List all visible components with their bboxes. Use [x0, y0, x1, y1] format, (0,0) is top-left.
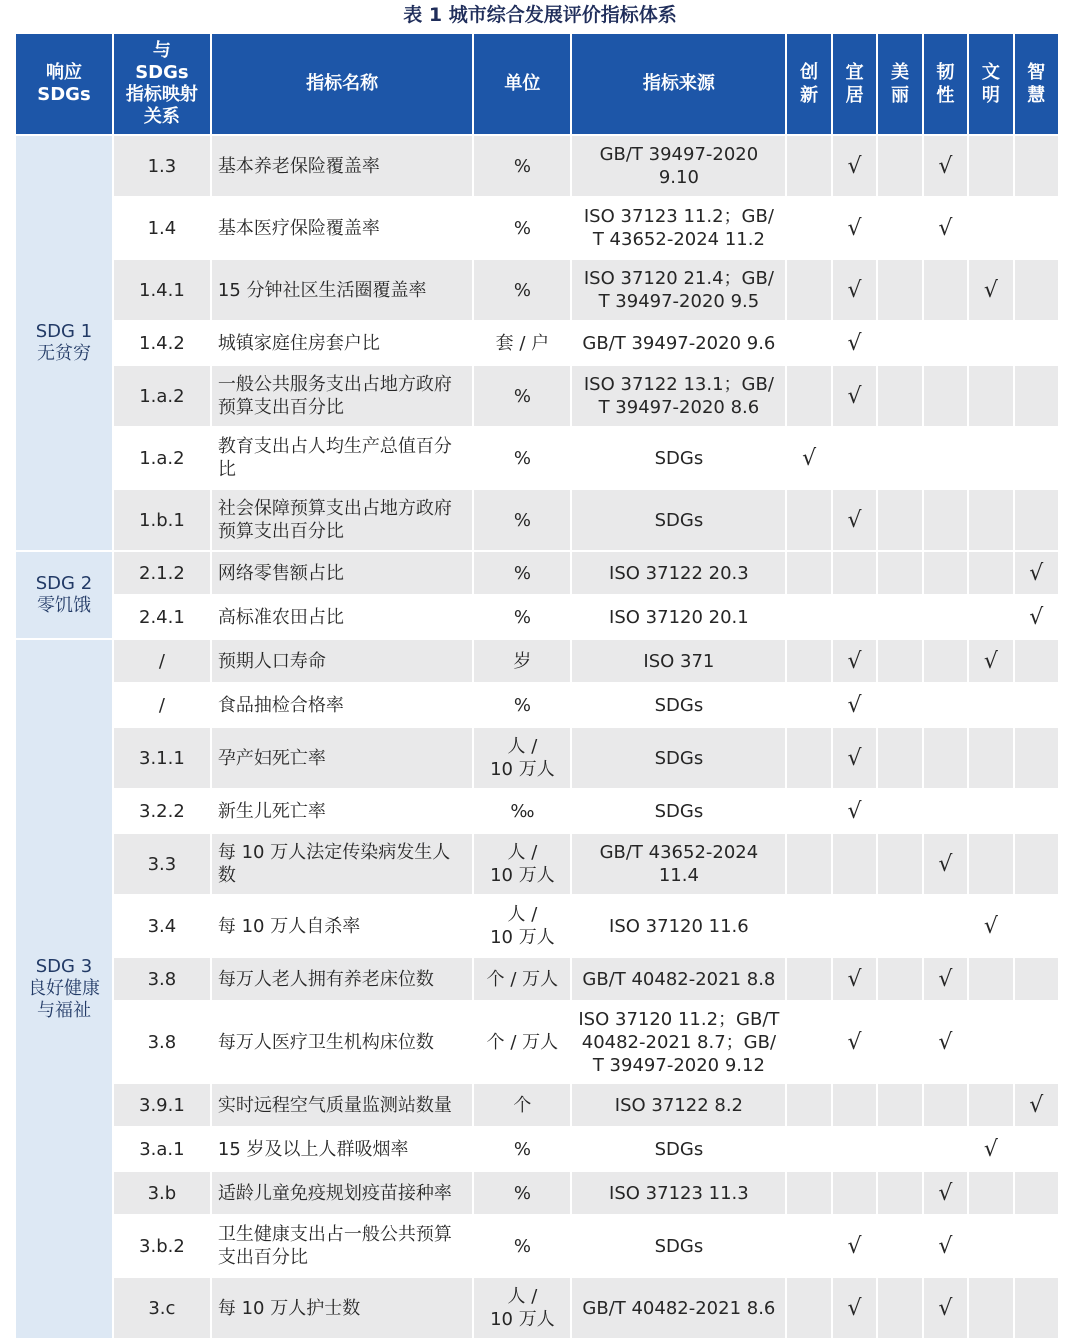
indicator-code: 2.4.1 [114, 596, 210, 638]
indicator-source: SDGs [572, 1216, 785, 1276]
check-cell-civilized [969, 552, 1012, 594]
check-mark-icon: √ [847, 798, 862, 824]
indicator-code: 2.1.2 [114, 552, 210, 594]
check-cell-livable [833, 640, 876, 682]
check-cell-resilient [924, 1128, 967, 1170]
check-cell-resilient [924, 896, 967, 956]
check-cell-smart [1015, 684, 1058, 726]
indicator-unit: 人 / 10 万人 [474, 728, 570, 788]
indicator-name: 15 分钟社区生活圈覆盖率 [212, 260, 473, 320]
check-cell-beautiful [878, 728, 921, 788]
check-cell-civilized [969, 1002, 1012, 1082]
indicator-unit: 岁 [474, 640, 570, 682]
header-name: 指标名称 [212, 34, 473, 134]
check-cell-innovation [787, 136, 830, 196]
check-mark-icon: √ [938, 1295, 953, 1321]
indicator-unit: 个 / 万人 [474, 958, 570, 1000]
indicator-name: 每万人老人拥有养老床位数 [212, 958, 473, 1000]
check-cell-smart [1015, 1084, 1058, 1126]
indicator-unit: % [474, 1128, 570, 1170]
check-cell-civilized [969, 896, 1012, 956]
check-cell-resilient [924, 198, 967, 258]
check-cell-beautiful [878, 260, 921, 320]
check-cell-resilient [924, 834, 967, 894]
header-row [16, 34, 1058, 134]
check-cell-livable [833, 428, 876, 488]
indicator-code: 3.c [114, 1278, 210, 1338]
indicator-code: 3.2.2 [114, 790, 210, 832]
check-cell-innovation [787, 1172, 830, 1214]
table-row [16, 136, 1058, 196]
check-cell-livable [833, 684, 876, 726]
indicator-source: ISO 37120 20.1 [572, 596, 785, 638]
indicator-unit: % [474, 198, 570, 258]
check-cell-innovation [787, 684, 830, 726]
check-cell-civilized [969, 1216, 1012, 1276]
check-cell-smart [1015, 958, 1058, 1000]
check-cell-smart [1015, 490, 1058, 550]
indicator-unit: % [474, 684, 570, 726]
table-body [16, 136, 1058, 1338]
check-cell-civilized [969, 596, 1012, 638]
indicator-source: SDGs [572, 728, 785, 788]
check-cell-resilient [924, 1002, 967, 1082]
check-cell-resilient [924, 596, 967, 638]
indicator-unit: % [474, 1172, 570, 1214]
indicator-unit: 人 / 10 万人 [474, 834, 570, 894]
indicator-name: 新生儿死亡率 [212, 790, 473, 832]
indicator-name: 一般公共服务支出占地方政府 预算支出百分比 [212, 366, 473, 426]
check-mark-icon: √ [847, 383, 862, 409]
check-cell-beautiful [878, 790, 921, 832]
table-row [16, 1278, 1058, 1338]
check-mark-icon: √ [983, 913, 998, 939]
check-cell-livable [833, 1128, 876, 1170]
indicator-code: 1.a.2 [114, 428, 210, 488]
check-cell-resilient [924, 136, 967, 196]
check-cell-beautiful [878, 136, 921, 196]
indicator-code: 3.1.1 [114, 728, 210, 788]
check-cell-resilient [924, 552, 967, 594]
check-cell-civilized [969, 958, 1012, 1000]
check-mark-icon: √ [1029, 560, 1044, 586]
check-cell-beautiful [878, 198, 921, 258]
table-row [16, 1128, 1058, 1170]
table-row [16, 834, 1058, 894]
check-cell-civilized [969, 366, 1012, 426]
check-cell-civilized [969, 684, 1012, 726]
header-civilized: 文 明 [969, 34, 1012, 134]
check-cell-innovation [787, 958, 830, 1000]
indicator-code: 1.4 [114, 198, 210, 258]
check-cell-smart [1015, 1278, 1058, 1338]
indicator-code: 1.3 [114, 136, 210, 196]
table-row [16, 958, 1058, 1000]
check-cell-smart [1015, 428, 1058, 488]
check-cell-livable [833, 896, 876, 956]
check-cell-beautiful [878, 896, 921, 956]
indicator-source: ISO 37122 20.3 [572, 552, 785, 594]
check-cell-resilient [924, 490, 967, 550]
table-row [16, 684, 1058, 726]
table-row [16, 596, 1058, 638]
indicator-unit: % [474, 490, 570, 550]
table-row [16, 198, 1058, 258]
check-cell-livable [833, 728, 876, 788]
indicator-name: 适龄儿童免疫规划疫苗接种率 [212, 1172, 473, 1214]
indicator-code: 3.b [114, 1172, 210, 1214]
indicator-source: SDGs [572, 490, 785, 550]
indicator-code: 3.b.2 [114, 1216, 210, 1276]
check-cell-livable [833, 260, 876, 320]
indicator-unit: 套 / 户 [474, 322, 570, 364]
check-cell-livable [833, 1172, 876, 1214]
check-mark-icon: √ [938, 851, 953, 877]
check-mark-icon: √ [983, 277, 998, 303]
check-cell-innovation [787, 1278, 830, 1338]
check-cell-innovation [787, 428, 830, 488]
table-row [16, 896, 1058, 956]
check-cell-smart [1015, 552, 1058, 594]
indicator-unit: 人 / 10 万人 [474, 896, 570, 956]
header-sdg: 响应 SDGs [16, 34, 112, 134]
check-cell-smart [1015, 260, 1058, 320]
check-cell-resilient [924, 790, 967, 832]
indicator-unit: 个 [474, 1084, 570, 1126]
table-row [16, 366, 1058, 426]
table-row [16, 640, 1058, 682]
indicator-code: 3.a.1 [114, 1128, 210, 1170]
check-cell-smart [1015, 1128, 1058, 1170]
check-mark-icon: √ [847, 330, 862, 356]
sdg-group-label: SDG 3 良好健康 与福祉 [16, 640, 112, 1338]
indicator-code: 3.8 [114, 1002, 210, 1082]
check-mark-icon: √ [938, 153, 953, 179]
check-cell-civilized [969, 260, 1012, 320]
header-innovation: 创 新 [787, 34, 830, 134]
check-cell-innovation [787, 366, 830, 426]
indicator-name: 预期人口寿命 [212, 640, 473, 682]
indicator-unit: % [474, 260, 570, 320]
check-cell-livable [833, 790, 876, 832]
indicator-source: GB/T 39497-2020 9.6 [572, 322, 785, 364]
header-mapping: 与 SDGs 指标映射 关系 [114, 34, 210, 134]
indicator-name: 每 10 万人法定传染病发生人 数 [212, 834, 473, 894]
header-livable: 宜 居 [833, 34, 876, 134]
indicator-code: 3.8 [114, 958, 210, 1000]
check-cell-beautiful [878, 1278, 921, 1338]
check-cell-beautiful [878, 1216, 921, 1276]
check-cell-smart [1015, 198, 1058, 258]
check-mark-icon: √ [847, 507, 862, 533]
table-row [16, 790, 1058, 832]
check-cell-smart [1015, 728, 1058, 788]
check-cell-smart [1015, 322, 1058, 364]
indicator-name: 食品抽检合格率 [212, 684, 473, 726]
check-mark-icon: √ [938, 1180, 953, 1206]
indicator-name: 教育支出占人均生产总值百分 比 [212, 428, 473, 488]
check-cell-livable [833, 136, 876, 196]
indicator-source: ISO 37122 13.1；GB/ T 39497-2020 8.6 [572, 366, 785, 426]
check-mark-icon: √ [938, 966, 953, 992]
indicator-source: GB/T 40482-2021 8.8 [572, 958, 785, 1000]
indicator-code: 3.3 [114, 834, 210, 894]
table-row [16, 1002, 1058, 1082]
check-cell-smart [1015, 834, 1058, 894]
check-cell-livable [833, 1216, 876, 1276]
check-cell-livable [833, 1278, 876, 1338]
indicator-source: SDGs [572, 1128, 785, 1170]
table-row [16, 1084, 1058, 1126]
check-cell-beautiful [878, 552, 921, 594]
check-mark-icon: √ [847, 648, 862, 674]
header-beautiful: 美 丽 [878, 34, 921, 134]
indicator-source: GB/T 43652-2024 11.4 [572, 834, 785, 894]
table-row [16, 552, 1058, 594]
check-cell-civilized [969, 728, 1012, 788]
check-cell-smart [1015, 1216, 1058, 1276]
check-mark-icon: √ [847, 692, 862, 718]
check-cell-resilient [924, 684, 967, 726]
check-cell-smart [1015, 136, 1058, 196]
check-cell-resilient [924, 366, 967, 426]
check-cell-innovation [787, 552, 830, 594]
check-cell-resilient [924, 428, 967, 488]
table-row [16, 428, 1058, 488]
table-row [16, 490, 1058, 550]
check-cell-innovation [787, 596, 830, 638]
indicator-unit: % [474, 136, 570, 196]
check-cell-beautiful [878, 428, 921, 488]
check-cell-innovation [787, 640, 830, 682]
check-cell-civilized [969, 1084, 1012, 1126]
check-mark-icon: √ [802, 445, 817, 471]
check-mark-icon: √ [847, 1295, 862, 1321]
check-cell-smart [1015, 1002, 1058, 1082]
check-cell-beautiful [878, 322, 921, 364]
indicator-source: GB/T 39497-2020 9.10 [572, 136, 785, 196]
check-cell-innovation [787, 1002, 830, 1082]
sdg-group-label: SDG 1 无贫穷 [16, 136, 112, 550]
indicator-code: 1.4.2 [114, 322, 210, 364]
check-mark-icon: √ [1029, 604, 1044, 630]
check-mark-icon: √ [1029, 1092, 1044, 1118]
indicator-code: 3.4 [114, 896, 210, 956]
indicator-code: / [114, 640, 210, 682]
check-cell-civilized [969, 640, 1012, 682]
check-cell-beautiful [878, 958, 921, 1000]
check-cell-innovation [787, 490, 830, 550]
table-row [16, 728, 1058, 788]
check-cell-beautiful [878, 1002, 921, 1082]
check-cell-beautiful [878, 1172, 921, 1214]
check-cell-civilized [969, 428, 1012, 488]
table-row [16, 322, 1058, 364]
sdg-group-label: SDG 2 零饥饿 [16, 552, 112, 638]
indicator-source: SDGs [572, 428, 785, 488]
check-cell-beautiful [878, 596, 921, 638]
indicator-name: 社会保障预算支出占地方政府 预算支出百分比 [212, 490, 473, 550]
check-cell-resilient [924, 1216, 967, 1276]
indicator-unit: % [474, 428, 570, 488]
indicator-code: 3.9.1 [114, 1084, 210, 1126]
check-mark-icon: √ [847, 153, 862, 179]
check-cell-resilient [924, 1084, 967, 1126]
check-cell-resilient [924, 322, 967, 364]
check-cell-innovation [787, 1128, 830, 1170]
check-mark-icon: √ [847, 966, 862, 992]
check-cell-innovation [787, 1084, 830, 1126]
check-cell-livable [833, 596, 876, 638]
indicator-source: ISO 37122 8.2 [572, 1084, 785, 1126]
check-cell-innovation [787, 322, 830, 364]
indicator-unit: % [474, 1216, 570, 1276]
table-row [16, 1216, 1058, 1276]
indicator-name: 基本养老保险覆盖率 [212, 136, 473, 196]
indicator-source: ISO 37120 11.2；GB/T 40482-2021 8.7；GB/ T 39497-2020 9.12 [572, 1002, 785, 1082]
check-cell-beautiful [878, 490, 921, 550]
check-cell-civilized [969, 1172, 1012, 1214]
check-cell-smart [1015, 1172, 1058, 1214]
indicator-source: ISO 37120 11.6 [572, 896, 785, 956]
indicator-unit: 个 / 万人 [474, 1002, 570, 1082]
indicator-unit: % [474, 596, 570, 638]
indicator-code: 1.4.1 [114, 260, 210, 320]
check-cell-livable [833, 198, 876, 258]
indicator-name: 每万人医疗卫生机构床位数 [212, 1002, 473, 1082]
check-cell-livable [833, 834, 876, 894]
indicator-name: 孕产妇死亡率 [212, 728, 473, 788]
check-mark-icon: √ [847, 215, 862, 241]
check-cell-civilized [969, 790, 1012, 832]
indicator-name: 实时远程空气质量监测站数量 [212, 1084, 473, 1126]
indicator-name: 15 岁及以上人群吸烟率 [212, 1128, 473, 1170]
check-cell-livable [833, 1084, 876, 1126]
indicator-unit: 人 / 10 万人 [474, 1278, 570, 1338]
check-mark-icon: √ [983, 648, 998, 674]
check-cell-civilized [969, 136, 1012, 196]
table-row [16, 260, 1058, 320]
check-mark-icon: √ [938, 1029, 953, 1055]
check-cell-resilient [924, 1278, 967, 1338]
check-cell-innovation [787, 834, 830, 894]
check-mark-icon: √ [847, 745, 862, 771]
check-mark-icon: √ [938, 215, 953, 241]
indicator-source: GB/T 40482-2021 8.6 [572, 1278, 785, 1338]
check-cell-civilized [969, 490, 1012, 550]
indicator-code: 1.a.2 [114, 366, 210, 426]
indicator-name: 基本医疗保险覆盖率 [212, 198, 473, 258]
check-cell-smart [1015, 596, 1058, 638]
check-mark-icon: √ [847, 1233, 862, 1259]
indicator-name: 城镇家庭住房套户比 [212, 322, 473, 364]
check-cell-beautiful [878, 684, 921, 726]
check-cell-civilized [969, 198, 1012, 258]
header-source: 指标来源 [572, 34, 785, 134]
check-cell-civilized [969, 834, 1012, 894]
indicator-source: ISO 37123 11.2；GB/ T 43652-2024 11.2 [572, 198, 785, 258]
check-cell-resilient [924, 640, 967, 682]
indicator-name: 卫生健康支出占一般公共预算 支出百分比 [212, 1216, 473, 1276]
check-cell-smart [1015, 640, 1058, 682]
table-row [16, 1172, 1058, 1214]
check-cell-livable [833, 366, 876, 426]
check-cell-civilized [969, 1128, 1012, 1170]
check-cell-resilient [924, 1172, 967, 1214]
check-cell-civilized [969, 322, 1012, 364]
indicator-source: ISO 37123 11.3 [572, 1172, 785, 1214]
check-cell-innovation [787, 1216, 830, 1276]
header-resilient: 韧 性 [924, 34, 967, 134]
check-cell-smart [1015, 790, 1058, 832]
check-cell-livable [833, 552, 876, 594]
check-cell-livable [833, 958, 876, 1000]
indicator-source: ISO 371 [572, 640, 785, 682]
indicator-unit: % [474, 366, 570, 426]
check-cell-civilized [969, 1278, 1012, 1338]
check-cell-resilient [924, 728, 967, 788]
check-cell-smart [1015, 366, 1058, 426]
table-title: 表 1 城市综合发展评价指标体系 [403, 4, 677, 26]
check-cell-innovation [787, 198, 830, 258]
check-cell-innovation [787, 896, 830, 956]
indicator-name: 网络零售额占比 [212, 552, 473, 594]
check-cell-beautiful [878, 1128, 921, 1170]
check-mark-icon: √ [847, 1029, 862, 1055]
header-unit: 单位 [474, 34, 570, 134]
indicator-source: ISO 37120 21.4；GB/ T 39497-2020 9.5 [572, 260, 785, 320]
check-cell-innovation [787, 728, 830, 788]
check-cell-livable [833, 490, 876, 550]
indicator-name: 每 10 万人护士数 [212, 1278, 473, 1338]
check-cell-smart [1015, 896, 1058, 956]
check-cell-beautiful [878, 366, 921, 426]
check-cell-innovation [787, 260, 830, 320]
check-cell-livable [833, 1002, 876, 1082]
check-mark-icon: √ [938, 1233, 953, 1259]
indicator-source: SDGs [572, 790, 785, 832]
indicator-name: 每 10 万人自杀率 [212, 896, 473, 956]
indicator-source: SDGs [572, 684, 785, 726]
check-mark-icon: √ [983, 1136, 998, 1162]
check-cell-innovation [787, 790, 830, 832]
check-cell-beautiful [878, 1084, 921, 1126]
check-cell-livable [833, 322, 876, 364]
indicator-unit: ‰ [474, 790, 570, 832]
check-cell-resilient [924, 958, 967, 1000]
check-mark-icon: √ [847, 277, 862, 303]
indicator-code: / [114, 684, 210, 726]
check-cell-resilient [924, 260, 967, 320]
header-smart: 智 慧 [1015, 34, 1058, 134]
check-cell-beautiful [878, 640, 921, 682]
indicator-table [14, 32, 1060, 1340]
indicator-code: 1.b.1 [114, 490, 210, 550]
indicator-unit: % [474, 552, 570, 594]
check-cell-beautiful [878, 834, 921, 894]
indicator-name: 高标准农田占比 [212, 596, 473, 638]
